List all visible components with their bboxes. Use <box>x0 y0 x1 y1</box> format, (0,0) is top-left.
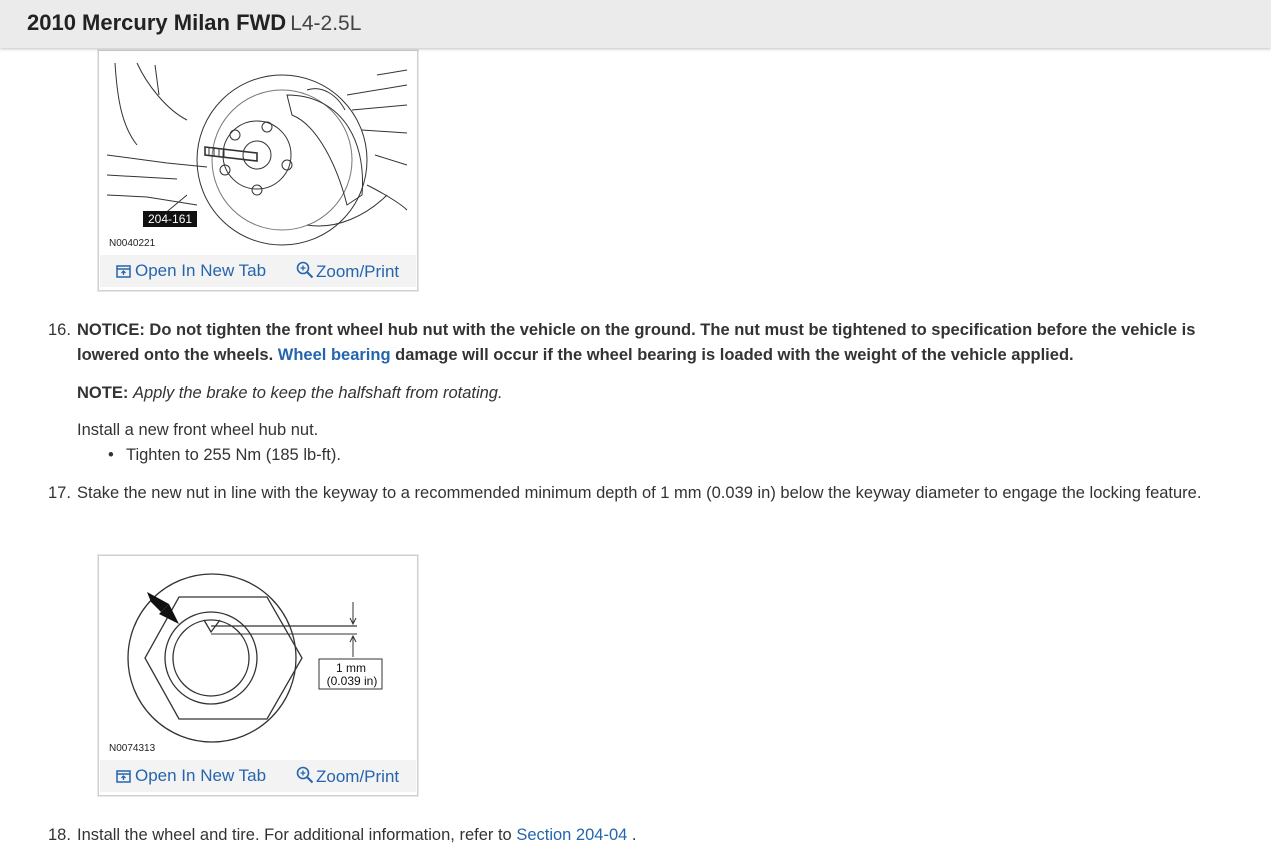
zoom-print-label: Zoom/Print <box>316 767 400 786</box>
note-label: NOTE: <box>77 384 129 402</box>
step-16-notice <box>77 318 1233 368</box>
bullet-dot: • <box>108 446 114 464</box>
zoom-icon <box>296 261 314 284</box>
stake-nut-illustration[interactable] <box>107 562 409 747</box>
figure-actions <box>100 760 416 792</box>
notice-text-2: damage will occur if the wheel bearing is loaded with the weight of the vehicle applied. <box>390 346 1074 364</box>
step-16 <box>48 318 1233 368</box>
vehicle-title <box>27 10 361 36</box>
notice-text-1: Do not tighten the front wheel hub nut with the vehicle on the ground. The nut must be tightened to specification before the vehicle is lowered onto the wheels. <box>77 321 1196 364</box>
open-in-new-tab-link[interactable] <box>116 766 266 788</box>
wheel-bearing-link[interactable]: Wheel bearing <box>277 346 391 364</box>
step-number: 17. <box>48 484 71 502</box>
step-16-note <box>77 381 503 406</box>
page-header <box>0 0 1271 48</box>
step-number: 18. <box>48 826 71 844</box>
open-in-new-tab-link[interactable] <box>116 261 266 283</box>
dimension-alt: (0.039 in) <box>326 674 378 688</box>
figure-hub-nut <box>98 50 418 291</box>
step-17-text: Stake the new nut in line with the keyway to a recommended minimum depth of 1 mm (0.039 in) below the keyway diameter to engage the locking feature. <box>77 484 1202 502</box>
figure-id: N0074313 <box>109 743 156 754</box>
notice-label: NOTICE: <box>77 321 145 339</box>
zoom-icon <box>296 766 314 789</box>
step-18-text <box>77 823 1233 848</box>
bullet-text: Tighten to 255 Nm (185 lb-ft). <box>126 446 341 464</box>
open-in-new-tab-label: Open In New Tab <box>135 766 267 785</box>
step-16-bullet <box>108 443 341 468</box>
step-number: 16. <box>48 321 71 339</box>
step-17 <box>48 481 1233 506</box>
zoom-print-link[interactable] <box>296 766 399 789</box>
figure-stake-nut <box>98 555 418 796</box>
figure-callout: 204-161 <box>143 211 197 227</box>
open-in-new-tab-label: Open In New Tab <box>135 261 267 280</box>
section-204-04-link[interactable]: Section 204-04 <box>516 826 628 844</box>
step-18 <box>48 823 1233 848</box>
step-18-trailing: . <box>627 826 637 844</box>
figure-actions <box>100 255 416 287</box>
dimension-value: 1 mm <box>336 661 366 675</box>
step-18-body: Install the wheel and tire. For additional information, refer to <box>77 826 517 844</box>
vehicle-name: 2010 Mercury Milan FWD <box>27 10 287 35</box>
open-new-tab-icon <box>116 263 131 283</box>
zoom-print-link[interactable] <box>296 261 399 284</box>
zoom-print-label: Zoom/Print <box>316 262 400 281</box>
step-16-instruction: Install a new front wheel hub nut. <box>77 421 319 439</box>
note-text: Apply the brake to keep the halfshaft from rotating. <box>132 384 503 402</box>
engine-label: L4-2.5L <box>290 12 362 35</box>
figure-id: N0040221 <box>109 238 156 249</box>
open-new-tab-icon <box>116 768 131 788</box>
